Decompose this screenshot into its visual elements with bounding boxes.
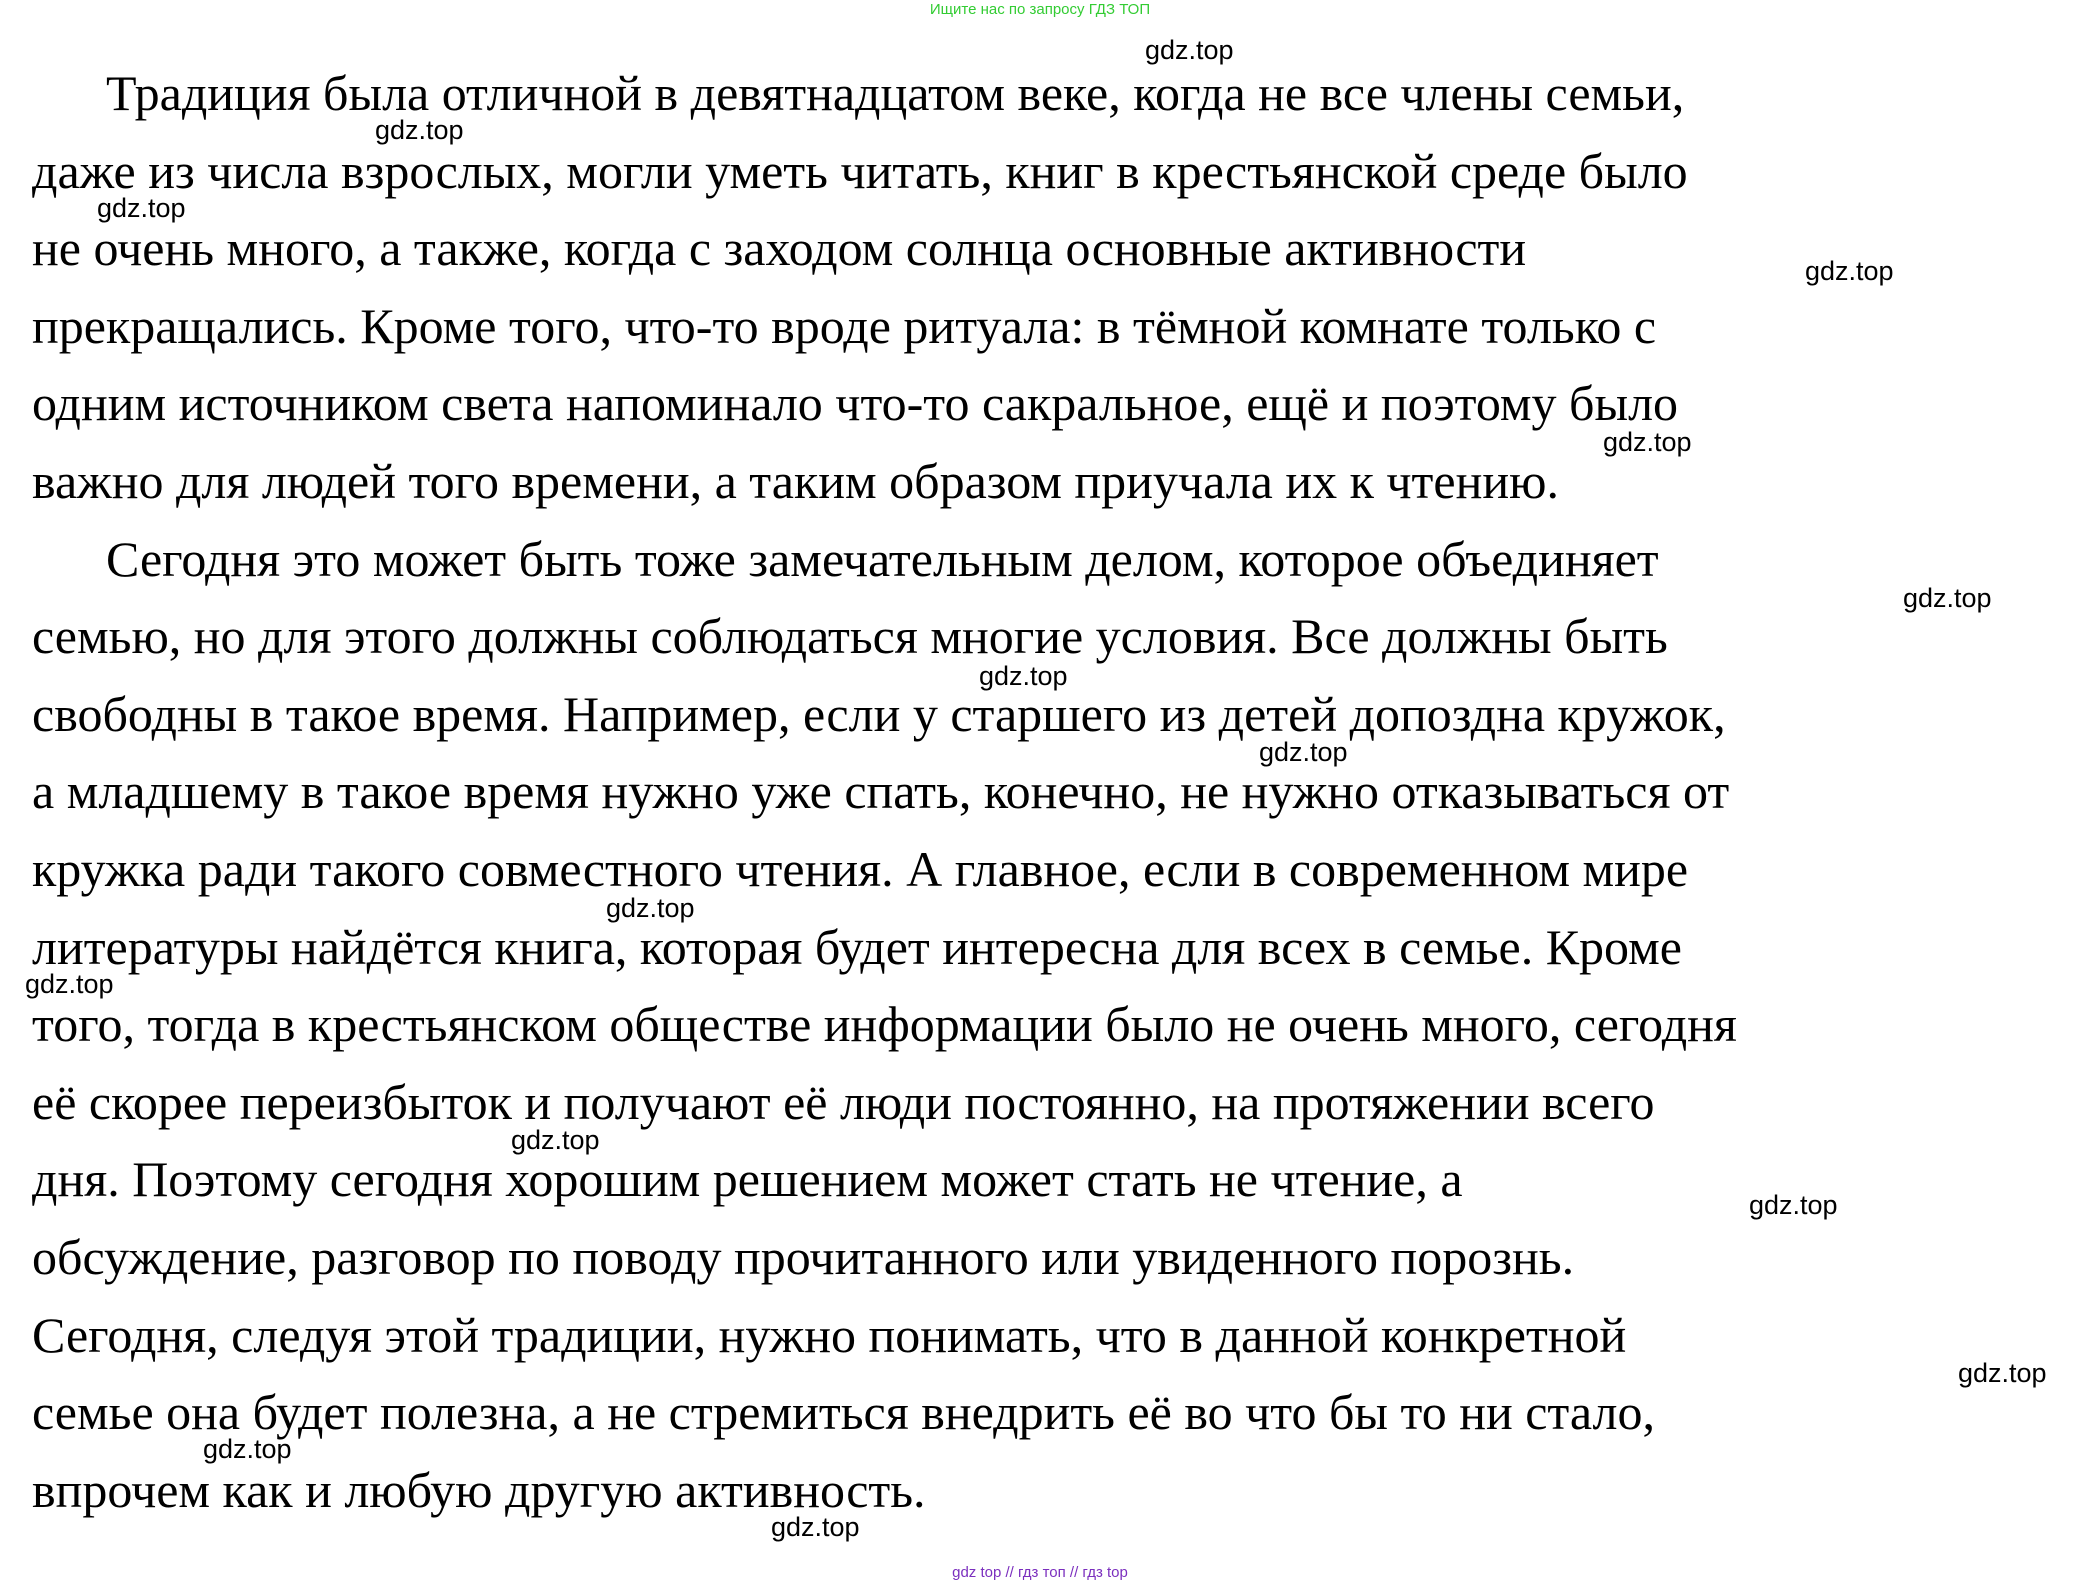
essay-line: кружка ради такого совместного чтения. А главное, если в современном мире xyxy=(32,840,1689,897)
essay-line: важно для людей того времени, а таким образом приучала их к чтению. xyxy=(32,452,1559,509)
watermark: gdz.top xyxy=(97,193,186,223)
essay-line: обсуждение, разговор по поводу прочитанного или увиденного порознь. xyxy=(32,1228,1575,1285)
essay-line: прекращались. Кроме того, что-то вроде ритуала: в тёмной комнате только с xyxy=(32,297,1657,354)
essay-line: впрочем как и любую другую активность. xyxy=(32,1461,926,1518)
watermark: gdz.top xyxy=(511,1125,600,1155)
top-banner: Ищите нас по запросу ГДЗ ТОП xyxy=(929,1,1151,18)
essay-text xyxy=(32,55,2062,1529)
essay-line: Сегодня это может быть тоже замечательным делом, которое объединяет xyxy=(106,530,1659,587)
essay-line: того, тогда в крестьянском обществе информации было не очень много, сегодня xyxy=(32,996,1737,1053)
essay-line: Традиция была отличной в девятнадцатом веке, когда не все члены семьи, xyxy=(106,65,1685,121)
watermark: gdz.top xyxy=(1958,1358,2047,1388)
essay-line: дня. Поэтому сегодня хорошим решением может стать не чтение, а xyxy=(32,1151,1463,1208)
watermark: gdz.top xyxy=(203,1434,292,1464)
footer-links: gdz top // гдз топ // гдз top xyxy=(952,1564,1128,1581)
watermark: gdz.top xyxy=(375,115,464,145)
essay-line: одним источником света напоминало что-то сакральное, ещё и поэтому было xyxy=(32,375,1679,432)
essay-line: а младшему в такое время нужно уже спать, конечно, не нужно отказываться от xyxy=(32,763,1730,820)
essay-line: литературы найдётся книга, которая будет интересна для всех в семье. Кроме xyxy=(32,918,1682,975)
watermark: gdz.top xyxy=(979,661,1068,691)
essay-line: свободны в такое время. Например, если у старшего из детей допоздна кружок, xyxy=(32,685,1726,742)
watermark: gdz.top xyxy=(1749,1190,1838,1220)
watermark: gdz.top xyxy=(1903,583,1992,613)
watermark: gdz.top xyxy=(1145,35,1234,65)
watermark: gdz.top xyxy=(1805,256,1894,286)
watermark: gdz.top xyxy=(606,893,695,923)
essay-line: семье она будет полезна, а не стремиться внедрить её во что бы то ни стало, xyxy=(32,1384,1655,1441)
essay-line: Сегодня, следуя этой традиции, нужно понимать, что в данной конкретной xyxy=(32,1306,1627,1363)
watermark: gdz.top xyxy=(25,969,114,999)
watermark: gdz.top xyxy=(1603,427,1692,457)
watermark: gdz.top xyxy=(1259,737,1348,767)
essay-line: её скорее переизбыток и получают её люди постоянно, на протяжении всего xyxy=(32,1073,1655,1130)
essay-line: не очень много, а также, когда с заходом солнца основные активности xyxy=(32,220,1527,277)
essay-line: семью, но для этого должны соблюдаться многие условия. Все должны быть xyxy=(32,608,1668,665)
essay-line: даже из числа взрослых, могли уметь читать, книг в крестьянской среде было xyxy=(32,142,1688,199)
watermark: gdz.top xyxy=(771,1512,860,1542)
